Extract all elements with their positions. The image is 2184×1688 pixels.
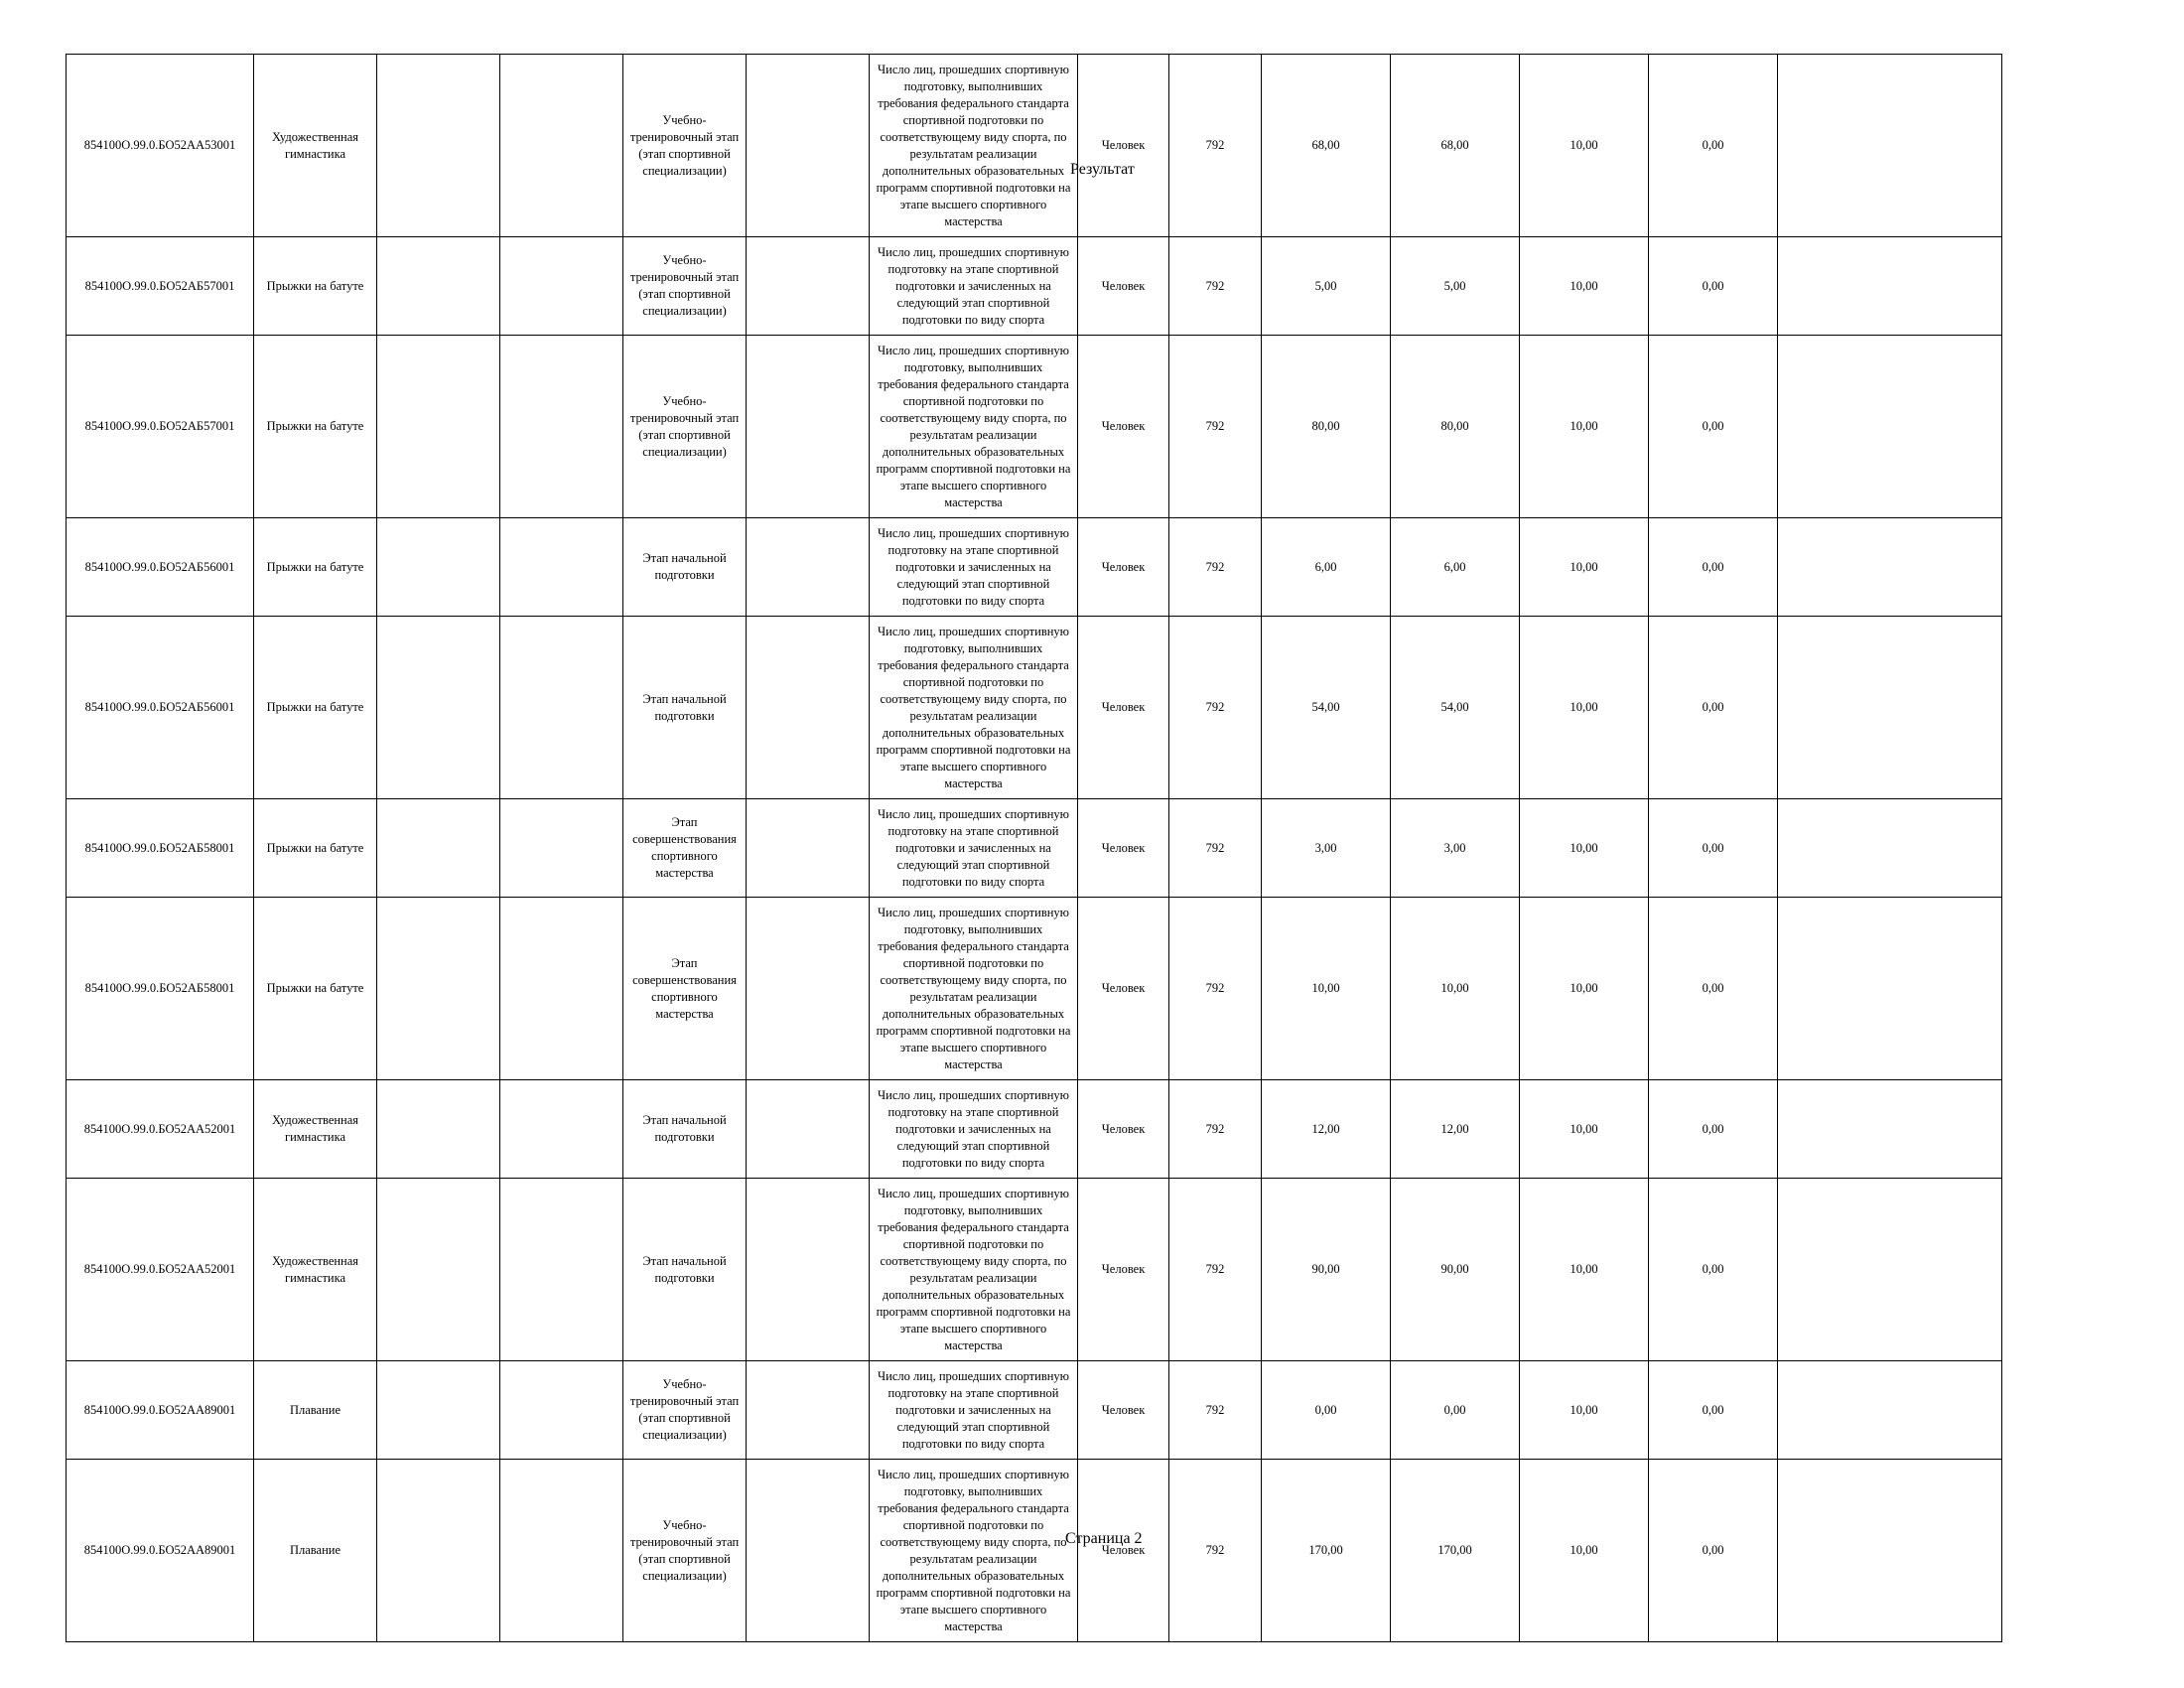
indicator-cell: Число лиц, прошедших спортивную подготовку на этапе спортивной подготовки и зачисленных на следующий этап спортивной подготовки по виду спорта (870, 237, 1078, 336)
stage-cell: Этап начальной подготовки (623, 518, 747, 617)
empty-cell (747, 1460, 870, 1642)
empty-cell (747, 799, 870, 898)
reason-cell (1778, 1080, 2002, 1179)
unit-cell: Человек (1078, 799, 1169, 898)
table-row (67, 1179, 2002, 1361)
page-number: Страница 2 (1065, 1530, 1143, 1547)
indicator-cell: Число лиц, прошедших спортивную подготовку, выполнивших требования федерального стандарта спортивной подготовки по соответствующему виду спорта, по результатам реализации дополнительных образовательных программ спортивной подготовки на этапе высшего спортивного мастерства (870, 336, 1078, 518)
table-row (67, 898, 2002, 1080)
reason-cell (1778, 1179, 2002, 1361)
stage-cell: Учебно-тренировочный этап (этап спортивной специализации) (623, 1460, 747, 1642)
deviation-allowed-cell: 10,00 (1520, 799, 1649, 898)
table-row (67, 336, 2002, 518)
unit-code-cell: 792 (1169, 1361, 1262, 1460)
unit-code-cell: 792 (1169, 518, 1262, 617)
registry-code-cell: 854100О.99.0.БО52АБ57001 (67, 336, 254, 518)
empty-cell (377, 1361, 500, 1460)
indicator-cell: Число лиц, прошедших спортивную подготовку, выполнивших требования федерального стандарта спортивной подготовки по соответствующему виду спорта, по результатам реализации дополнительных образовательных программ спортивной подготовки на этапе высшего спортивного мастерства (870, 55, 1078, 237)
table-row (67, 617, 2002, 799)
approved-value-cell: 0,00 (1262, 1361, 1391, 1460)
actual-value-cell: 3,00 (1391, 799, 1520, 898)
stage-cell: Этап начальной подготовки (623, 1080, 747, 1179)
stage-cell: Учебно-тренировочный этап (этап спортивной специализации) (623, 237, 747, 336)
empty-cell (500, 518, 623, 617)
sport-cell: Плавание (254, 1460, 377, 1642)
empty-cell (500, 1179, 623, 1361)
stage-cell: Учебно-тренировочный этап (этап спортивной специализации) (623, 55, 747, 237)
reason-cell (1778, 898, 2002, 1080)
deviation-actual-cell: 0,00 (1649, 1179, 1778, 1361)
deviation-allowed-cell: 10,00 (1520, 1460, 1649, 1642)
reason-cell (1778, 799, 2002, 898)
empty-cell (747, 518, 870, 617)
actual-value-cell: 10,00 (1391, 898, 1520, 1080)
unit-cell: Человек (1078, 1179, 1169, 1361)
sport-cell: Прыжки на батуте (254, 799, 377, 898)
unit-cell: Человек (1078, 237, 1169, 336)
approved-value-cell: 10,00 (1262, 898, 1391, 1080)
empty-cell (377, 1080, 500, 1179)
actual-value-cell: 80,00 (1391, 336, 1520, 518)
unit-code-cell: 792 (1169, 898, 1262, 1080)
empty-cell (500, 898, 623, 1080)
indicators-table (66, 54, 2002, 1642)
table-row (67, 1460, 2002, 1642)
deviation-actual-cell: 0,00 (1649, 1460, 1778, 1642)
table-row (67, 1361, 2002, 1460)
sport-cell: Прыжки на батуте (254, 237, 377, 336)
unit-cell: Человек (1078, 1361, 1169, 1460)
registry-code-cell: 854100О.99.0.БО52АА52001 (67, 1080, 254, 1179)
empty-cell (500, 237, 623, 336)
empty-cell (747, 55, 870, 237)
empty-cell (747, 617, 870, 799)
deviation-allowed-cell: 10,00 (1520, 336, 1649, 518)
unit-cell: Человек (1078, 55, 1169, 237)
unit-cell: Человек (1078, 518, 1169, 617)
reason-cell (1778, 336, 2002, 518)
stage-cell: Этап совершенствования спортивного мастерства (623, 898, 747, 1080)
empty-cell (377, 237, 500, 336)
table-row (67, 518, 2002, 617)
table-body (67, 55, 2002, 1642)
approved-value-cell: 68,00 (1262, 55, 1391, 237)
unit-cell: Человек (1078, 1080, 1169, 1179)
deviation-allowed-cell: 10,00 (1520, 518, 1649, 617)
actual-value-cell: 0,00 (1391, 1361, 1520, 1460)
deviation-allowed-cell: 10,00 (1520, 617, 1649, 799)
unit-cell: Человек (1078, 336, 1169, 518)
deviation-allowed-cell: 10,00 (1520, 55, 1649, 237)
indicator-cell: Число лиц, прошедших спортивную подготовку на этапе спортивной подготовки и зачисленных на следующий этап спортивной подготовки по виду спорта (870, 518, 1078, 617)
empty-cell (500, 1460, 623, 1642)
unit-code-cell: 792 (1169, 336, 1262, 518)
deviation-actual-cell: 0,00 (1649, 799, 1778, 898)
empty-cell (500, 799, 623, 898)
stage-cell: Учебно-тренировочный этап (этап спортивной специализации) (623, 1361, 747, 1460)
deviation-actual-cell: 0,00 (1649, 1080, 1778, 1179)
unit-code-cell: 792 (1169, 799, 1262, 898)
actual-value-cell: 12,00 (1391, 1080, 1520, 1179)
sport-cell: Прыжки на батуте (254, 518, 377, 617)
approved-value-cell: 3,00 (1262, 799, 1391, 898)
deviation-allowed-cell: 10,00 (1520, 1080, 1649, 1179)
indicator-cell: Число лиц, прошедших спортивную подготовку на этапе спортивной подготовки и зачисленных на следующий этап спортивной подготовки по виду спорта (870, 1361, 1078, 1460)
unit-code-cell: 792 (1169, 237, 1262, 336)
registry-code-cell: 854100О.99.0.БО52АА53001 (67, 55, 254, 237)
empty-cell (747, 1179, 870, 1361)
empty-cell (500, 55, 623, 237)
reason-cell (1778, 55, 2002, 237)
unit-cell: Человек (1078, 617, 1169, 799)
sport-cell: Прыжки на батуте (254, 617, 377, 799)
empty-cell (747, 1361, 870, 1460)
deviation-actual-cell: 0,00 (1649, 518, 1778, 617)
empty-cell (377, 898, 500, 1080)
sport-cell: Плавание (254, 1361, 377, 1460)
empty-cell (377, 617, 500, 799)
actual-value-cell: 6,00 (1391, 518, 1520, 617)
approved-value-cell: 90,00 (1262, 1179, 1391, 1361)
table-row (67, 55, 2002, 237)
empty-cell (377, 55, 500, 237)
unit-code-cell: 792 (1169, 1179, 1262, 1361)
deviation-allowed-cell: 10,00 (1520, 237, 1649, 336)
table-row (67, 237, 2002, 336)
deviation-actual-cell: 0,00 (1649, 617, 1778, 799)
deviation-allowed-cell: 10,00 (1520, 1179, 1649, 1361)
stage-cell: Этап начальной подготовки (623, 1179, 747, 1361)
indicator-cell: Число лиц, прошедших спортивную подготовку, выполнивших требования федерального стандарта спортивной подготовки по соответствующему виду спорта, по результатам реализации дополнительных образовательных программ спортивной подготовки на этапе высшего спортивного мастерства (870, 617, 1078, 799)
reason-cell (1778, 1460, 2002, 1642)
sport-cell: Художественная гимнастика (254, 1179, 377, 1361)
sport-cell: Прыжки на батуте (254, 336, 377, 518)
indicator-cell: Число лиц, прошедших спортивную подготовку, выполнивших требования федерального стандарта спортивной подготовки по соответствующему виду спорта, по результатам реализации дополнительных образовательных программ спортивной подготовки на этапе высшего спортивного мастерства (870, 1179, 1078, 1361)
indicator-cell: Число лиц, прошедших спортивную подготовку, выполнивших требования федерального стандарта спортивной подготовки по соответствующему виду спорта, по результатам реализации дополнительных образовательных программ спортивной подготовки на этапе высшего спортивного мастерства (870, 898, 1078, 1080)
table-row (67, 1080, 2002, 1179)
actual-value-cell: 90,00 (1391, 1179, 1520, 1361)
registry-code-cell: 854100О.99.0.БО52АА52001 (67, 1179, 254, 1361)
empty-cell (500, 617, 623, 799)
deviation-actual-cell: 0,00 (1649, 237, 1778, 336)
indicator-cell: Число лиц, прошедших спортивную подготовку на этапе спортивной подготовки и зачисленных на следующий этап спортивной подготовки по виду спорта (870, 1080, 1078, 1179)
deviation-allowed-cell: 10,00 (1520, 898, 1649, 1080)
approved-value-cell: 80,00 (1262, 336, 1391, 518)
deviation-actual-cell: 0,00 (1649, 1361, 1778, 1460)
sport-cell: Прыжки на батуте (254, 898, 377, 1080)
reason-cell (1778, 518, 2002, 617)
registry-code-cell: 854100О.99.0.БО52АА89001 (67, 1361, 254, 1460)
unit-code-cell: 792 (1169, 55, 1262, 237)
empty-cell (500, 1361, 623, 1460)
indicator-cell: Число лиц, прошедших спортивную подготовку, выполнивших требования федерального стандарта спортивной подготовки по соответствующему виду спорта, по результатам реализации дополнительных образовательных программ спортивной подготовки на этапе высшего спортивного мастерства (870, 1460, 1078, 1642)
actual-value-cell: 54,00 (1391, 617, 1520, 799)
header-label: Результат (1070, 161, 1135, 178)
empty-cell (747, 898, 870, 1080)
approved-value-cell: 5,00 (1262, 237, 1391, 336)
registry-code-cell: 854100О.99.0.БО52АБ56001 (67, 617, 254, 799)
unit-code-cell: 792 (1169, 617, 1262, 799)
deviation-allowed-cell: 10,00 (1520, 1361, 1649, 1460)
empty-cell (500, 336, 623, 518)
unit-cell: Человек (1078, 1460, 1169, 1642)
approved-value-cell: 170,00 (1262, 1460, 1391, 1642)
empty-cell (377, 799, 500, 898)
empty-cell (747, 336, 870, 518)
unit-code-cell: 792 (1169, 1460, 1262, 1642)
actual-value-cell: 5,00 (1391, 237, 1520, 336)
actual-value-cell: 68,00 (1391, 55, 1520, 237)
empty-cell (747, 237, 870, 336)
registry-code-cell: 854100О.99.0.БО52АБ57001 (67, 237, 254, 336)
deviation-actual-cell: 0,00 (1649, 336, 1778, 518)
stage-cell: Этап совершенствования спортивного мастерства (623, 799, 747, 898)
registry-code-cell: 854100О.99.0.БО52АБ58001 (67, 898, 254, 1080)
approved-value-cell: 54,00 (1262, 617, 1391, 799)
deviation-actual-cell: 0,00 (1649, 55, 1778, 237)
deviation-actual-cell: 0,00 (1649, 898, 1778, 1080)
empty-cell (377, 1179, 500, 1361)
actual-value-cell: 170,00 (1391, 1460, 1520, 1642)
empty-cell (500, 1080, 623, 1179)
registry-code-cell: 854100О.99.0.БО52АБ56001 (67, 518, 254, 617)
approved-value-cell: 12,00 (1262, 1080, 1391, 1179)
sport-cell: Художественная гимнастика (254, 1080, 377, 1179)
sport-cell: Художественная гимнастика (254, 55, 377, 237)
approved-value-cell: 6,00 (1262, 518, 1391, 617)
empty-cell (747, 1080, 870, 1179)
stage-cell: Этап начальной подготовки (623, 617, 747, 799)
reason-cell (1778, 1361, 2002, 1460)
empty-cell (377, 336, 500, 518)
unit-code-cell: 792 (1169, 1080, 1262, 1179)
unit-cell: Человек (1078, 898, 1169, 1080)
indicator-cell: Число лиц, прошедших спортивную подготовку на этапе спортивной подготовки и зачисленных на следующий этап спортивной подготовки по виду спорта (870, 799, 1078, 898)
empty-cell (377, 1460, 500, 1642)
reason-cell (1778, 237, 2002, 336)
registry-code-cell: 854100О.99.0.БО52АА89001 (67, 1460, 254, 1642)
empty-cell (377, 518, 500, 617)
stage-cell: Учебно-тренировочный этап (этап спортивной специализации) (623, 336, 747, 518)
registry-code-cell: 854100О.99.0.БО52АБ58001 (67, 799, 254, 898)
report-sheet (66, 54, 2001, 1648)
table-row (67, 799, 2002, 898)
reason-cell (1778, 617, 2002, 799)
